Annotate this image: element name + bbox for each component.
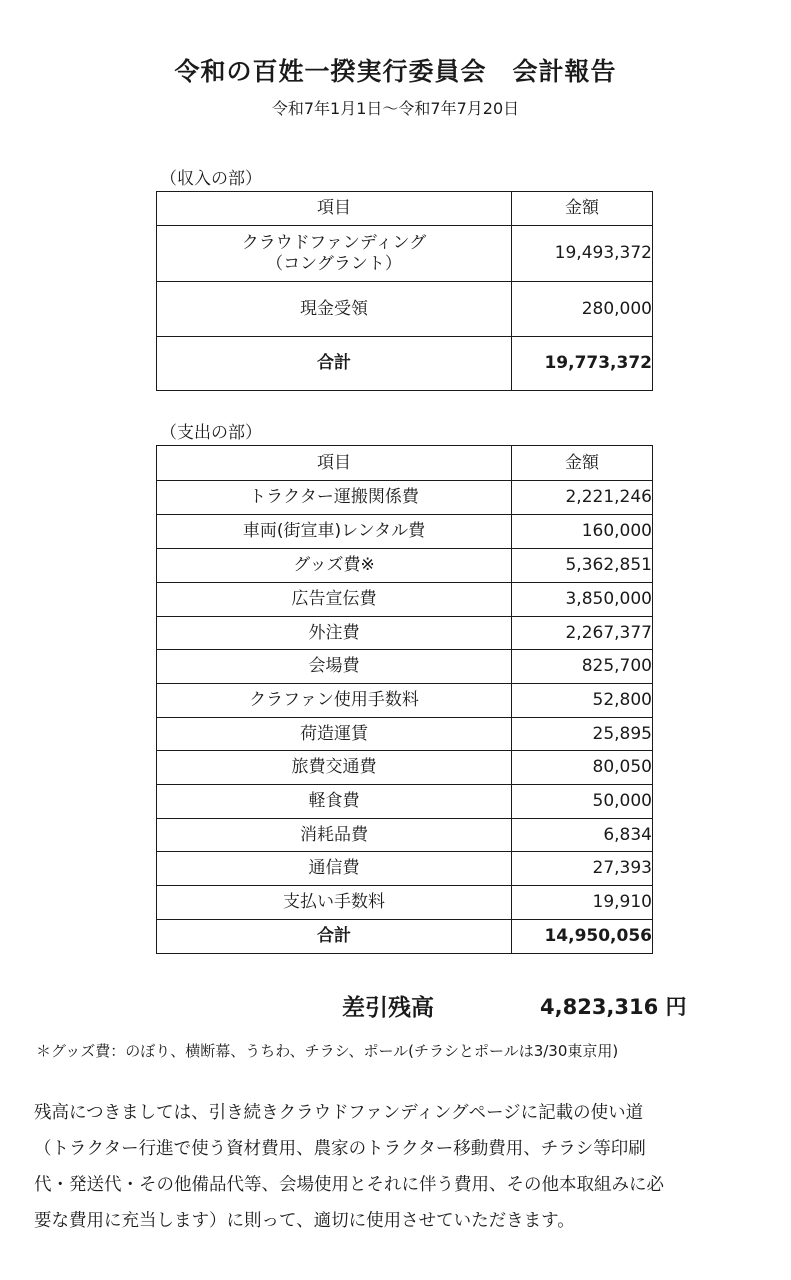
remarks-line: （トラクター行進で使う資材費用、農家のトラクター移動費用、チラシ等印刷: [34, 1139, 646, 1159]
table-row: [157, 617, 653, 650]
expense-total-amount: 14,950,056: [512, 920, 653, 954]
table-row: [157, 684, 653, 718]
table-row: [157, 718, 653, 751]
expense-amount-cell: 2,267,377: [512, 617, 653, 650]
income-amount-cell: 280,000: [512, 282, 653, 337]
expense-amount-cell: 2,221,246: [512, 481, 653, 515]
expense-header-amount: 金額: [512, 446, 653, 481]
balance-label: 差引残高: [342, 995, 434, 1021]
goods-footnote: ＊グッズ費：のぼり、横断幕、うちわ、チラシ、ポール(チラシとポールは3/30東京用): [36, 1042, 619, 1060]
expense-item-cell: 車両(街宣車)レンタル費: [157, 515, 512, 549]
expense-amount-cell: 6,834: [512, 819, 653, 852]
expense-amount-cell: 5,362,851: [512, 549, 653, 583]
expense-amount-cell: 3,850,000: [512, 583, 653, 617]
table-row: [157, 785, 653, 819]
expense-item-cell: トラクター運搬関係費: [157, 481, 512, 515]
income-section-label: （収入の部）: [160, 169, 262, 189]
remarks-line: 要な費用に充当します）に則って、適切に使用させていただきます。: [34, 1211, 575, 1231]
income-total-row: [157, 337, 653, 391]
income-item-cell: 現金受領: [157, 282, 512, 337]
report-period: 令和7年1月1日～令和7年7月20日: [271, 99, 520, 118]
expense-item-cell: クラファン使用手数料: [157, 684, 512, 718]
income-table: [156, 191, 653, 391]
expense-header-row: [157, 446, 653, 481]
expense-table: [156, 445, 653, 954]
income-header-item: 項目: [157, 192, 512, 226]
table-row: [157, 583, 653, 617]
expense-amount-cell: 52,800: [512, 684, 653, 718]
table-row: [157, 650, 653, 684]
expense-item-cell: 消耗品費: [157, 819, 512, 852]
table-row: [157, 819, 653, 852]
expense-item-cell: グッズ費※: [157, 549, 512, 583]
expense-total-label: 合計: [157, 920, 512, 954]
balance-remarks: [34, 1095, 764, 1239]
income-header-row: [157, 192, 653, 226]
table-row: [157, 282, 653, 337]
table-row: [157, 852, 653, 886]
expense-item-cell: 会場費: [157, 650, 512, 684]
expense-item-cell: 広告宣伝費: [157, 583, 512, 617]
expense-total-row: [157, 920, 653, 954]
expense-amount-cell: 80,050: [512, 751, 653, 785]
table-row: [157, 751, 653, 785]
expense-amount-cell: 50,000: [512, 785, 653, 819]
expense-section-label: （支出の部）: [160, 423, 262, 443]
expense-amount-cell: 19,910: [512, 886, 653, 920]
income-amount-cell: 19,493,372: [512, 226, 653, 282]
expense-item-cell: 通信費: [157, 852, 512, 886]
expense-amount-cell: 825,700: [512, 650, 653, 684]
remarks-line: 残高につきましては、引き続きクラウドファンディングページに記載の使い道: [34, 1103, 644, 1123]
expense-item-cell: 軽食費: [157, 785, 512, 819]
income-item-line: クラウドファンディング: [241, 233, 427, 254]
expense-header-item: 項目: [157, 446, 512, 481]
expense-amount-cell: 25,895: [512, 718, 653, 751]
report-title: 令和の百姓一揆実行委員会 会計報告: [174, 57, 617, 86]
table-row: [157, 226, 653, 282]
income-header-amount: 金額: [512, 192, 653, 226]
table-row: [157, 481, 653, 515]
income-total-label: 合計: [157, 337, 512, 391]
expense-item-cell: 旅費交通費: [157, 751, 512, 785]
table-row: [157, 515, 653, 549]
expense-item-cell: 外注費: [157, 617, 512, 650]
expense-item-cell: 荷造運賃: [157, 718, 512, 751]
expense-amount-cell: 160,000: [512, 515, 653, 549]
balance-amount: 4,823,316 円: [540, 995, 687, 1019]
income-item-cell: [157, 226, 512, 282]
table-row: [157, 549, 653, 583]
income-item-line: （コングラント）: [266, 253, 402, 274]
expense-amount-cell: 27,393: [512, 852, 653, 886]
table-row: [157, 886, 653, 920]
expense-item-cell: 支払い手数料: [157, 886, 512, 920]
income-total-amount: 19,773,372: [512, 337, 653, 391]
remarks-line: 代・発送代・その他備品代等、会場使用とそれに伴う費用、その他本取組みに必: [34, 1175, 664, 1195]
